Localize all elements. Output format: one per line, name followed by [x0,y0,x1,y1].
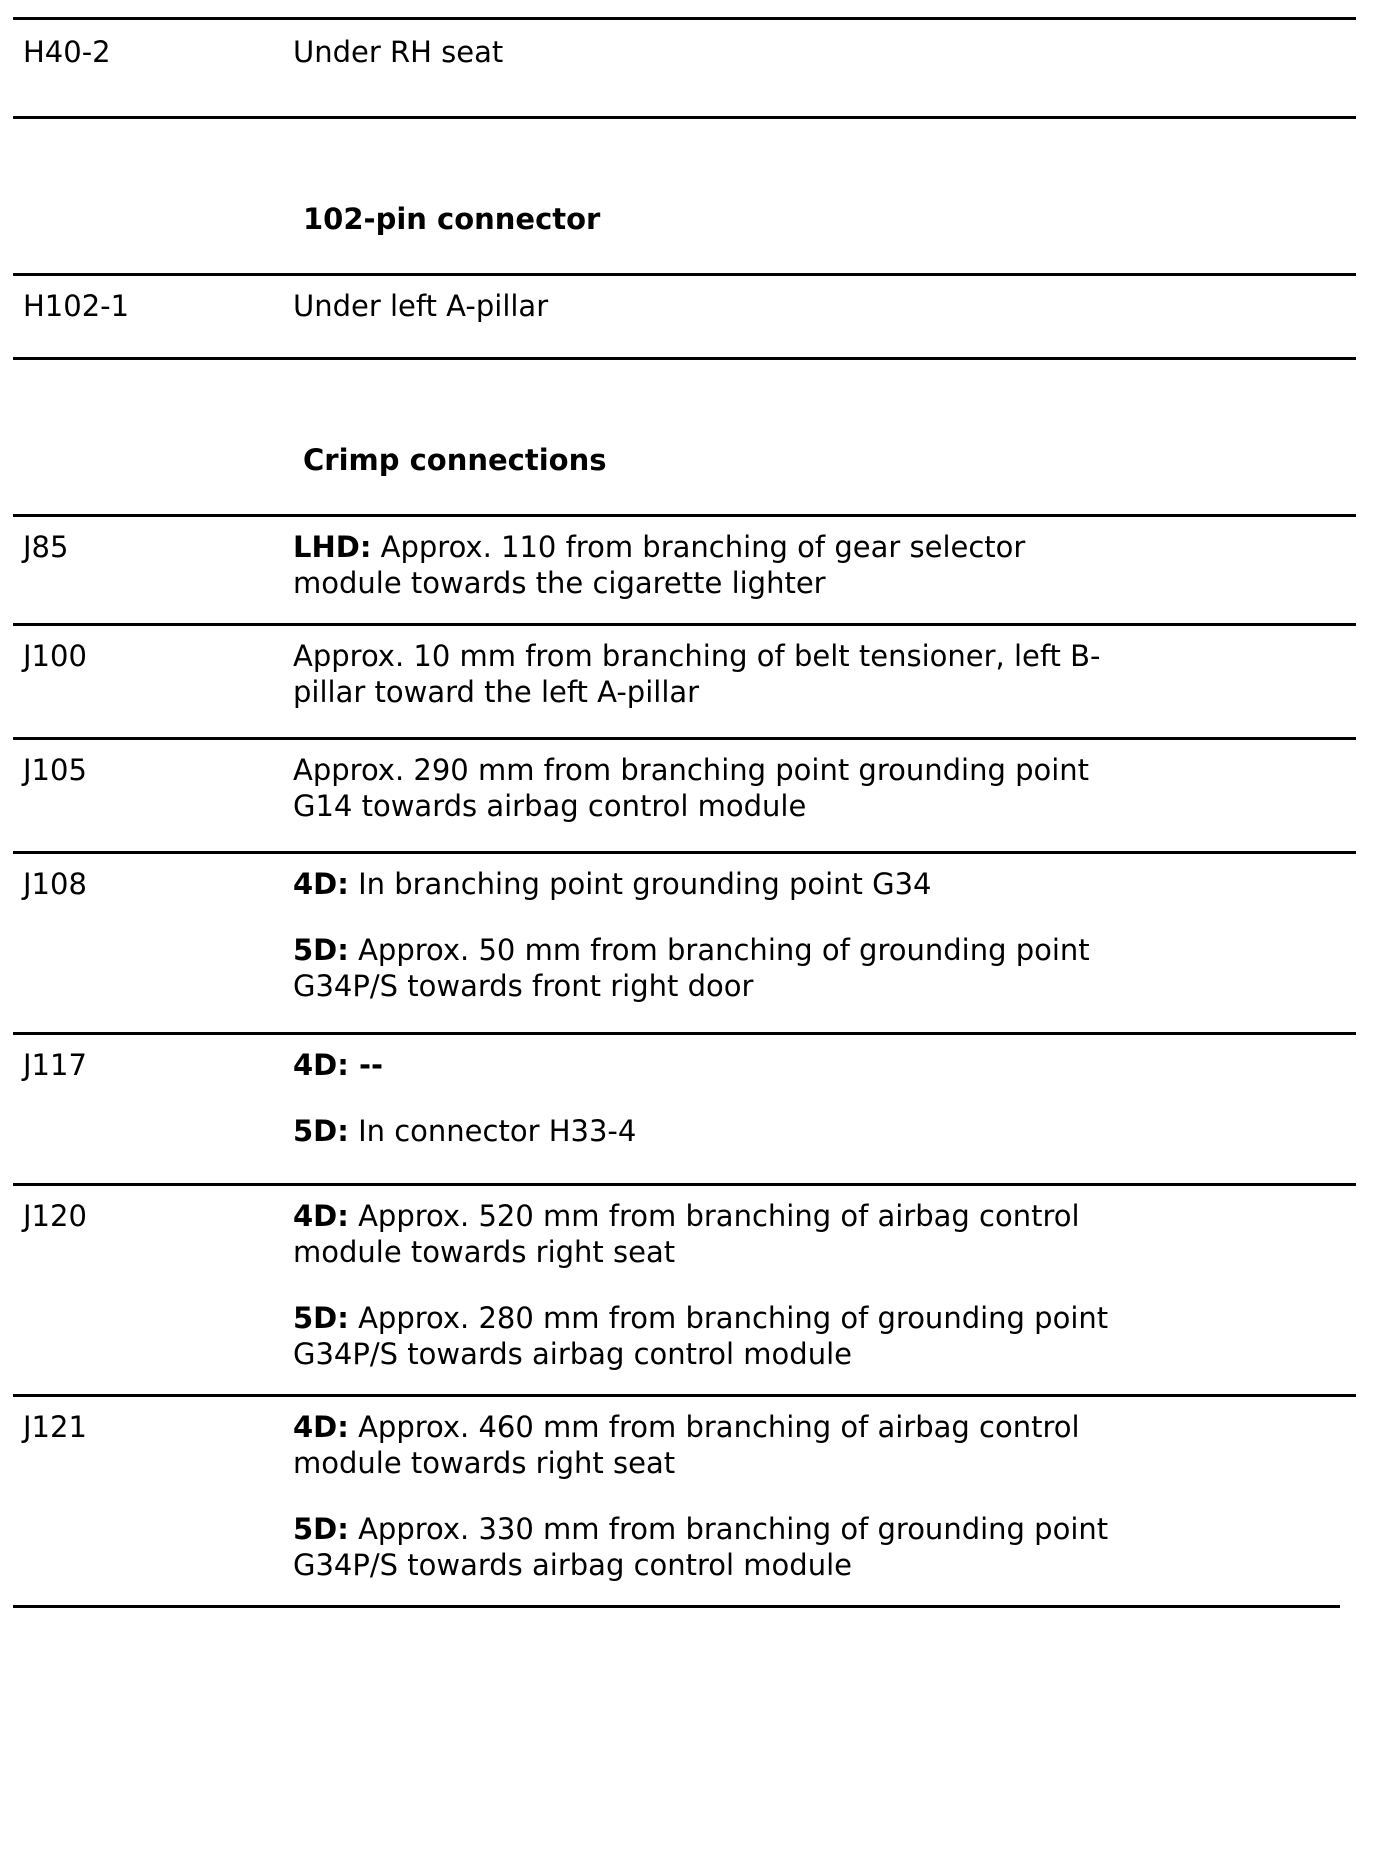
description-paragraph [293,1047,1356,1083]
table-row [13,1035,1356,1183]
section-heading-area [13,360,1356,514]
document-page [13,17,1356,1608]
description-text: Approx. 290 mm from branching point grounding point [293,753,1090,787]
variant-label: LHD: [293,530,372,564]
table-row [13,517,1356,623]
table-row [13,276,1356,357]
description-text: module towards the cigarette lighter [293,566,826,600]
crimp-description [293,752,1356,851]
table-row [13,854,1356,1032]
description-text: Approx. 10 mm from branching of belt tensioner, left B- [293,639,1101,673]
variant-label: 5D: [293,1512,349,1546]
location-text: Under RH seat [293,35,504,69]
table-row [13,1186,1356,1394]
variant-label: 4D: [293,1410,349,1444]
crimp-code: J105 [23,753,87,787]
variant-label: 4D: [293,1199,349,1233]
description-paragraph [293,1113,1356,1149]
description-paragraph [293,752,1356,824]
variant-label: 4D: [293,867,349,901]
description-text: G34P/S towards airbag control module [293,1337,852,1371]
description-text: Approx. 330 mm from branching of grounding point [348,1512,1109,1546]
crimp-code: J100 [23,639,87,673]
description-paragraph [293,529,1356,601]
description-text: G14 towards airbag control module [293,789,807,823]
crimp-code: J108 [23,867,87,901]
connector-code: H40-2 [23,35,111,69]
description-text: Approx. 280 mm from branching of grounding point [348,1301,1109,1335]
variant-label: 5D: [293,1301,349,1335]
description-paragraph [293,866,1356,902]
crimp-description [293,1047,1356,1183]
table-row [13,740,1356,851]
section-heading: Crimp connections [303,443,607,477]
description-text: G34P/S towards front right door [293,969,754,1003]
description-paragraph [293,1300,1356,1372]
description-text: G34P/S towards airbag control module [293,1548,852,1582]
connector-code: H102-1 [23,289,130,323]
crimp-description [293,529,1356,623]
description-text: Approx. 110 from branching of gear selector [371,530,1026,564]
variant-label: 5D: [293,1114,349,1148]
description-text: Approx. 50 mm from branching of grounding point [348,933,1090,967]
section-heading-area [13,119,1356,273]
variant-label: 4D: -- [293,1048,384,1082]
section-heading: 102-pin connector [303,202,601,236]
crimp-code: J120 [23,1199,87,1233]
crimp-description [293,638,1356,737]
location-text: Under left A-pillar [293,289,549,323]
description-text: module towards right seat [293,1446,676,1480]
table-row [13,626,1356,737]
description-paragraph [293,1511,1356,1583]
description-paragraph [293,638,1356,710]
table-row [13,1397,1356,1605]
crimp-description [293,866,1356,1032]
crimp-description [293,1409,1356,1605]
description-paragraph [293,1198,1356,1270]
description-paragraph [293,932,1356,1004]
crimp-description [293,1198,1356,1394]
crimp-code: J117 [23,1048,87,1082]
description-text: module towards right seat [293,1235,676,1269]
description-text: In branching point grounding point G34 [348,867,932,901]
table-rule [13,1605,1340,1608]
crimp-code: J121 [23,1410,87,1444]
description-text: Approx. 460 mm from branching of airbag control [348,1410,1080,1444]
description-paragraph [293,1409,1356,1481]
variant-label: 5D: [293,933,349,967]
crimp-code: J85 [23,530,69,564]
table-row [13,20,1356,116]
description-text: In connector H33-4 [348,1114,637,1148]
description-text: Approx. 520 mm from branching of airbag control [348,1199,1080,1233]
description-text: pillar toward the left A-pillar [293,675,700,709]
